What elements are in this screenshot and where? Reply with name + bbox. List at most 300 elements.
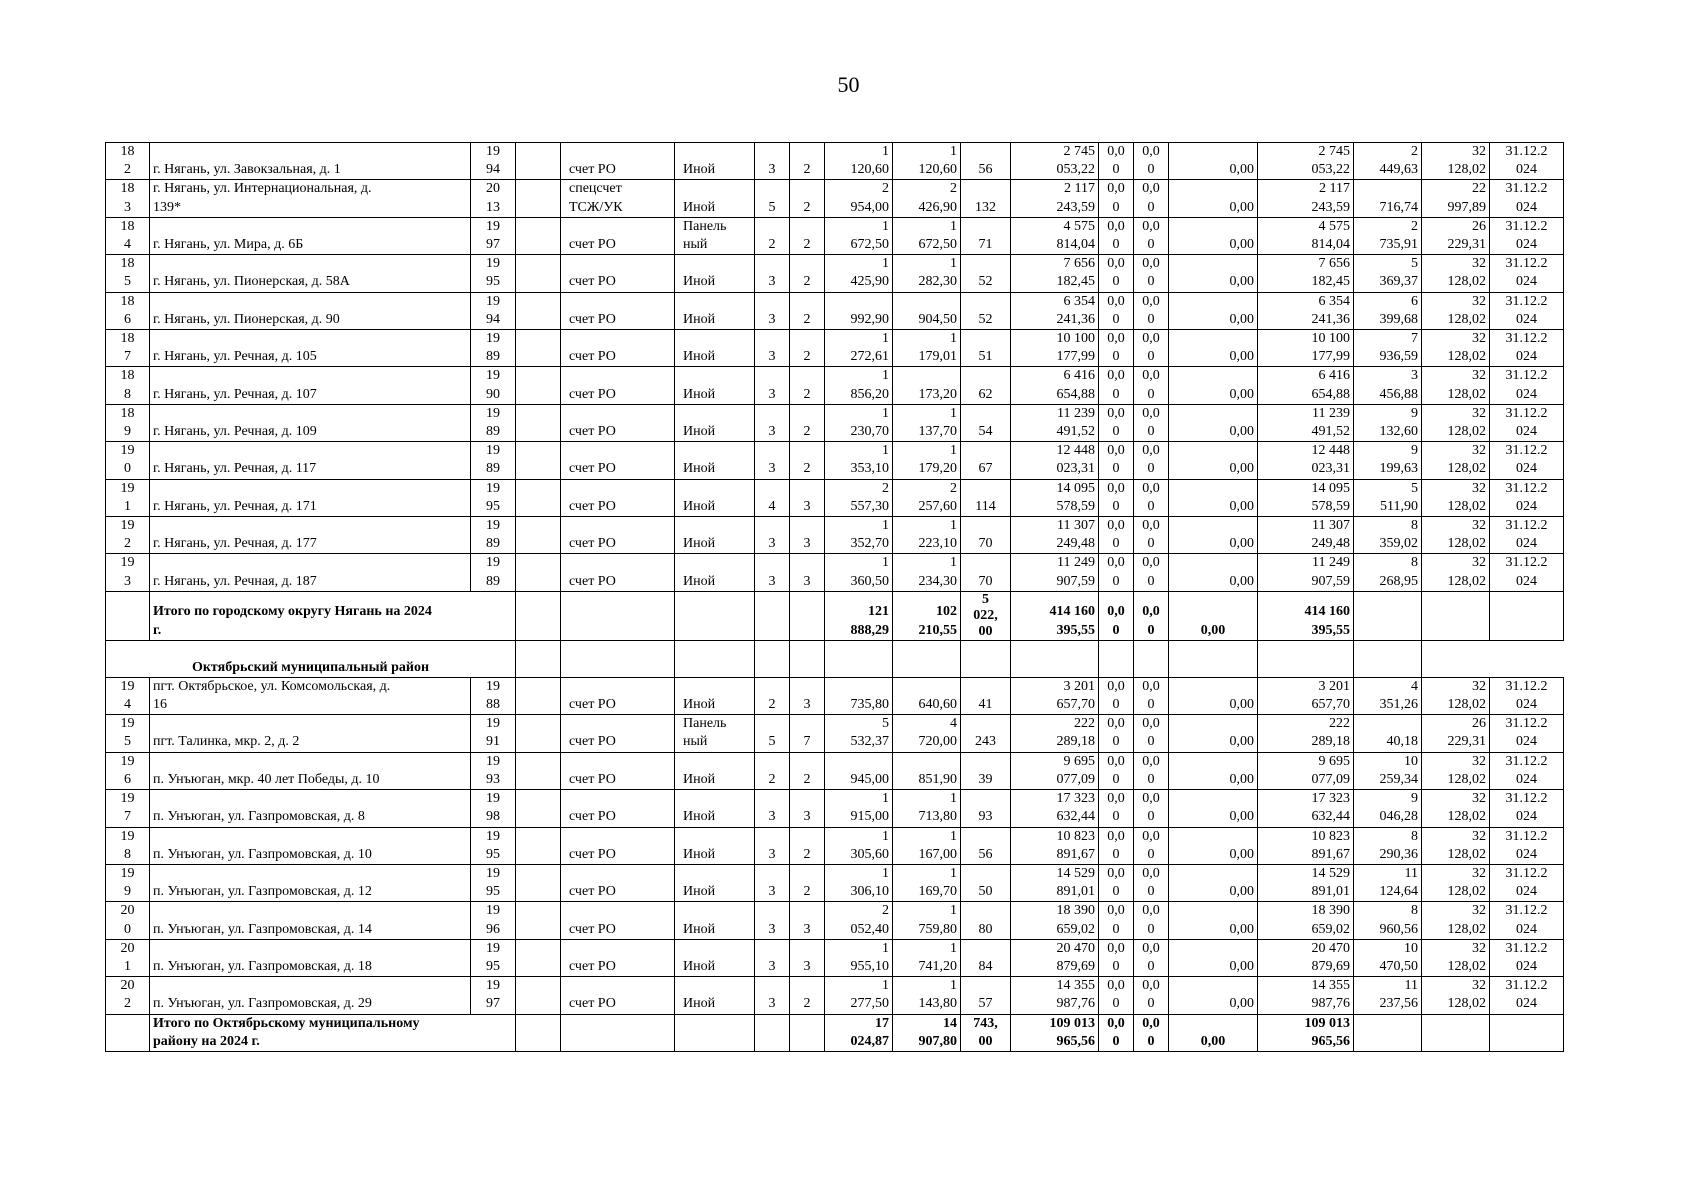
account-type-cell: счет РО [561, 442, 675, 479]
floors-cell: 3 [755, 864, 790, 901]
fund-federal-cell: 0,0 0 [1099, 442, 1134, 479]
residents-cell: 57 [961, 977, 1011, 1014]
deadline-cell: 31.12.2 024 [1490, 715, 1564, 752]
wall-material-cell: Иной [675, 902, 755, 939]
fund-federal-cell: 0,0 0 [1099, 752, 1134, 789]
row-number-cell: 18 4 [106, 217, 150, 254]
total-area-cell: 5 532,37 [825, 715, 893, 752]
fund-regional-cell: 0,0 0 [1134, 715, 1169, 752]
fund-local-cell: 0,00 [1169, 367, 1258, 404]
floors-cell: 3 [755, 255, 790, 292]
row-number-cell: 19 7 [106, 790, 150, 827]
blank-col-cell [516, 143, 561, 180]
blank-col-cell [516, 330, 561, 367]
blank-col-cell [516, 977, 561, 1014]
repair-cost-cell: 222 289,18 [1011, 715, 1099, 752]
fund-regional-cell: 0,0 0 [1134, 827, 1169, 864]
wall-material-cell: Иной [675, 143, 755, 180]
living-area-cell: 1 143,80 [893, 977, 961, 1014]
address-cell: г. Нягань, ул. Завокзальная, д. 1 [150, 143, 471, 180]
blank-col-cell [516, 517, 561, 554]
wall-material-cell: Иной [675, 517, 755, 554]
residents-cell: 93 [961, 790, 1011, 827]
total-area-cell: 1 672,50 [825, 217, 893, 254]
max-cost-per-sqm-cell: 32 128,02 [1422, 902, 1490, 939]
floors-cell: 5 [755, 180, 790, 217]
account-type-cell: счет РО [561, 292, 675, 329]
fund-local-cell: 0,00 [1169, 977, 1258, 1014]
fund-local-cell: 0,00 [1169, 143, 1258, 180]
cost-per-sqm-cell: 2 735,91 [1354, 217, 1422, 254]
fund-regional-cell: 0,0 0 [1134, 790, 1169, 827]
total-living-area: 102 210,55 [893, 591, 961, 640]
address-cell: г. Нягань, ул. Речная, д. 171 [150, 479, 471, 516]
cost-per-sqm-cell: 10 259,34 [1354, 752, 1422, 789]
residents-cell: 56 [961, 827, 1011, 864]
address-cell: п. Унъюган, ул. Газпромовская, д. 10 [150, 827, 471, 864]
owners-fund-cell: 2 745 053,22 [1258, 143, 1354, 180]
deadline-cell: 31.12.2 024 [1490, 752, 1564, 789]
residents-cell: 62 [961, 367, 1011, 404]
account-type-cell: счет РО [561, 715, 675, 752]
account-type-cell: счет РО [561, 677, 675, 714]
entrances-cell: 3 [790, 517, 825, 554]
wall-material-cell: Панель ный [675, 217, 755, 254]
floors-cell: 2 [755, 217, 790, 254]
fund-regional-cell: 0,0 0 [1134, 752, 1169, 789]
cost-per-sqm-cell: 5 369,37 [1354, 255, 1422, 292]
repair-cost-cell: 12 448 023,31 [1011, 442, 1099, 479]
table-row [106, 977, 1564, 1014]
fund-local-cell: 0,00 [1169, 790, 1258, 827]
repair-cost-cell: 14 355 987,76 [1011, 977, 1099, 1014]
build-year-cell: 19 89 [471, 404, 516, 441]
deadline-cell: 31.12.2 024 [1490, 827, 1564, 864]
max-cost-per-sqm-cell: 32 128,02 [1422, 554, 1490, 591]
fund-regional-cell: 0,0 0 [1134, 939, 1169, 976]
total-area-cell: 1 306,10 [825, 864, 893, 901]
cost-per-sqm-cell: 9 046,28 [1354, 790, 1422, 827]
account-type-cell: счет РО [561, 255, 675, 292]
deadline-cell: 31.12.2 024 [1490, 180, 1564, 217]
entrances-cell: 2 [790, 977, 825, 1014]
owners-fund-cell: 2 117 243,59 [1258, 180, 1354, 217]
total-fund-1: 0,0 0 [1099, 1014, 1134, 1051]
oktyabrsky-total-section [106, 1014, 1564, 1051]
max-cost-per-sqm-cell: 32 128,02 [1422, 864, 1490, 901]
fund-federal-cell: 0,0 0 [1099, 902, 1134, 939]
fund-regional-cell: 0,0 0 [1134, 517, 1169, 554]
blank-col-cell [516, 864, 561, 901]
row-number-cell: 20 2 [106, 977, 150, 1014]
build-year-cell: 19 95 [471, 827, 516, 864]
repair-cost-cell: 9 695 077,09 [1011, 752, 1099, 789]
total-area: 17 024,87 [825, 1014, 893, 1051]
table-row [106, 864, 1564, 901]
row-number-cell: 19 4 [106, 677, 150, 714]
fund-federal-cell: 0,0 0 [1099, 367, 1134, 404]
build-year-cell: 19 93 [471, 752, 516, 789]
fund-regional-cell: 0,0 0 [1134, 367, 1169, 404]
floors-cell: 2 [755, 677, 790, 714]
floors-cell: 3 [755, 977, 790, 1014]
floors-cell: 3 [755, 367, 790, 404]
build-year-cell: 19 94 [471, 143, 516, 180]
living-area-cell: 1 169,70 [893, 864, 961, 901]
max-cost-per-sqm-cell: 32 128,02 [1422, 827, 1490, 864]
cost-per-sqm-cell: 11 124,64 [1354, 864, 1422, 901]
residents-cell: 52 [961, 292, 1011, 329]
total-area-cell: 945,00 [825, 752, 893, 789]
living-area-cell: 4 720,00 [893, 715, 961, 752]
repair-cost-cell: 10 823 891,67 [1011, 827, 1099, 864]
account-type-cell: счет РО [561, 143, 675, 180]
build-year-cell: 19 96 [471, 902, 516, 939]
fund-local-cell: 0,00 [1169, 902, 1258, 939]
max-cost-per-sqm-cell: 32 128,02 [1422, 367, 1490, 404]
blank-col-cell [516, 939, 561, 976]
table-row [106, 442, 1564, 479]
row-number-cell: 18 6 [106, 292, 150, 329]
build-year-cell: 19 89 [471, 442, 516, 479]
entrances-cell: 2 [790, 255, 825, 292]
wall-material-cell: Иной [675, 479, 755, 516]
address-cell: п. Унъюган, мкр. 40 лет Победы, д. 10 [150, 752, 471, 789]
total-area-cell: 2 052,40 [825, 902, 893, 939]
fund-local-cell: 0,00 [1169, 715, 1258, 752]
build-year-cell: 19 94 [471, 292, 516, 329]
table-row [106, 939, 1564, 976]
total-label: Итого по городскому округу Нягань на 2024 г. [150, 591, 516, 640]
owners-fund-cell: 6 416 654,88 [1258, 367, 1354, 404]
deadline-cell: 31.12.2 024 [1490, 255, 1564, 292]
owners-fund-cell: 20 470 879,69 [1258, 939, 1354, 976]
account-type-cell: спецсчет ТСЖ/УК [561, 180, 675, 217]
max-cost-per-sqm-cell: 26 229,31 [1422, 715, 1490, 752]
fund-regional-cell: 0,0 0 [1134, 217, 1169, 254]
repair-cost-cell: 17 323 632,44 [1011, 790, 1099, 827]
fund-local-cell: 0,00 [1169, 292, 1258, 329]
table-row [106, 554, 1564, 591]
fund-federal-cell: 0,0 0 [1099, 217, 1134, 254]
total-area-cell: 1 305,60 [825, 827, 893, 864]
floors-cell: 3 [755, 790, 790, 827]
owners-fund-cell: 11 307 249,48 [1258, 517, 1354, 554]
address-cell: п. Унъюган, ул. Газпромовская, д. 14 [150, 902, 471, 939]
row-number-cell: 18 9 [106, 404, 150, 441]
deadline-cell: 31.12.2 024 [1490, 902, 1564, 939]
entrances-cell: 2 [790, 217, 825, 254]
cost-per-sqm-cell: 9 132,60 [1354, 404, 1422, 441]
row-number-cell: 19 2 [106, 517, 150, 554]
owners-fund-cell: 14 355 987,76 [1258, 977, 1354, 1014]
total-cost: 414 160 395,55 [1011, 591, 1099, 640]
wall-material-cell: Иной [675, 255, 755, 292]
fund-regional-cell: 0,0 0 [1134, 330, 1169, 367]
housing-register-table [105, 142, 1564, 1052]
build-year-cell: 19 95 [471, 864, 516, 901]
owners-fund-cell: 9 695 077,09 [1258, 752, 1354, 789]
deadline-cell: 31.12.2 024 [1490, 790, 1564, 827]
table-row [106, 715, 1564, 752]
floors-cell: 2 [755, 752, 790, 789]
total-residents: 743, 00 [961, 1014, 1011, 1051]
living-area-cell: 173,20 [893, 367, 961, 404]
cost-per-sqm-cell: 8 359,02 [1354, 517, 1422, 554]
fund-local-cell: 0,00 [1169, 180, 1258, 217]
max-cost-per-sqm-cell: 32 128,02 [1422, 752, 1490, 789]
deadline-cell: 31.12.2 024 [1490, 554, 1564, 591]
blank-col-cell [516, 902, 561, 939]
build-year-cell: 19 95 [471, 479, 516, 516]
repair-cost-cell: 18 390 659,02 [1011, 902, 1099, 939]
total-area-cell: 1 272,61 [825, 330, 893, 367]
fund-regional-cell: 0,0 0 [1134, 864, 1169, 901]
residents-cell: 80 [961, 902, 1011, 939]
build-year-cell: 19 88 [471, 677, 516, 714]
fund-federal-cell: 0,0 0 [1099, 677, 1134, 714]
deadline-cell: 31.12.2 024 [1490, 292, 1564, 329]
account-type-cell: счет РО [561, 902, 675, 939]
residents-cell: 52 [961, 255, 1011, 292]
entrances-cell: 3 [790, 939, 825, 976]
address-cell: г. Нягань, ул. Пионерская, д. 58А [150, 255, 471, 292]
build-year-cell: 19 97 [471, 977, 516, 1014]
residents-cell: 70 [961, 554, 1011, 591]
total-row-oktyabrsky [106, 1014, 1564, 1051]
total-area-cell: 1 353,10 [825, 442, 893, 479]
table-row [106, 143, 1564, 180]
fund-federal-cell: 0,0 0 [1099, 517, 1134, 554]
floors-cell: 3 [755, 827, 790, 864]
repair-cost-cell: 14 529 891,01 [1011, 864, 1099, 901]
fund-federal-cell: 0,0 0 [1099, 255, 1134, 292]
address-cell: г. Нягань, ул. Речная, д. 107 [150, 367, 471, 404]
total-area-cell: 1 360,50 [825, 554, 893, 591]
build-year-cell: 19 90 [471, 367, 516, 404]
address-cell: п. Унъюган, ул. Газпромовская, д. 12 [150, 864, 471, 901]
max-cost-per-sqm-cell: 32 128,02 [1422, 790, 1490, 827]
entrances-cell: 2 [790, 404, 825, 441]
fund-local-cell: 0,00 [1169, 677, 1258, 714]
wall-material-cell: Иной [675, 442, 755, 479]
address-cell: п. Унъюган, ул. Газпромовская, д. 18 [150, 939, 471, 976]
address-cell: г. Нягань, ул. Речная, д. 105 [150, 330, 471, 367]
repair-cost-cell: 20 470 879,69 [1011, 939, 1099, 976]
owners-fund-cell: 10 100 177,99 [1258, 330, 1354, 367]
repair-cost-cell: 2 745 053,22 [1011, 143, 1099, 180]
cost-per-sqm-cell: 6 399,68 [1354, 292, 1422, 329]
residents-cell: 39 [961, 752, 1011, 789]
max-cost-per-sqm-cell: 26 229,31 [1422, 217, 1490, 254]
living-area-cell: 1 741,20 [893, 939, 961, 976]
max-cost-per-sqm-cell: 32 128,02 [1422, 292, 1490, 329]
account-type-cell: счет РО [561, 790, 675, 827]
total-regional-fund: 414 160 395,55 [1258, 591, 1354, 640]
fund-federal-cell: 0,0 0 [1099, 404, 1134, 441]
max-cost-per-sqm-cell: 32 128,02 [1422, 255, 1490, 292]
max-cost-per-sqm-cell: 32 128,02 [1422, 479, 1490, 516]
owners-fund-cell: 12 448 023,31 [1258, 442, 1354, 479]
owners-fund-cell: 7 656 182,45 [1258, 255, 1354, 292]
residents-cell: 41 [961, 677, 1011, 714]
account-type-cell: счет РО [561, 479, 675, 516]
max-cost-per-sqm-cell: 32 128,02 [1422, 677, 1490, 714]
floors-cell: 4 [755, 479, 790, 516]
residents-cell: 56 [961, 143, 1011, 180]
build-year-cell: 19 89 [471, 554, 516, 591]
entrances-cell: 2 [790, 442, 825, 479]
max-cost-per-sqm-cell: 32 128,02 [1422, 330, 1490, 367]
deadline-cell: 31.12.2 024 [1490, 677, 1564, 714]
deadline-cell: 31.12.2 024 [1490, 442, 1564, 479]
living-area-cell: 1 672,50 [893, 217, 961, 254]
total-fund-1: 0,0 0 [1099, 591, 1134, 640]
owners-fund-cell: 6 354 241,36 [1258, 292, 1354, 329]
table-row [106, 752, 1564, 789]
total-fund-3: 0,00 [1169, 591, 1258, 640]
entrances-cell: 7 [790, 715, 825, 752]
fund-regional-cell: 0,0 0 [1134, 677, 1169, 714]
living-area-cell: 1 179,01 [893, 330, 961, 367]
row-number-cell: 18 3 [106, 180, 150, 217]
blank-col-cell [516, 752, 561, 789]
fund-regional-cell: 0,0 0 [1134, 180, 1169, 217]
wall-material-cell: Панель ный [675, 715, 755, 752]
repair-cost-cell: 2 117 243,59 [1011, 180, 1099, 217]
wall-material-cell: Иной [675, 790, 755, 827]
deadline-cell: 31.12.2 024 [1490, 217, 1564, 254]
table-row [106, 292, 1564, 329]
blank-col-cell [516, 715, 561, 752]
row-number-cell: 18 8 [106, 367, 150, 404]
table-row [106, 404, 1564, 441]
section-row-oktyabrsky [106, 640, 1564, 677]
fund-regional-cell: 0,0 0 [1134, 442, 1169, 479]
deadline-cell: 31.12.2 024 [1490, 517, 1564, 554]
owners-fund-cell: 11 239 491,52 [1258, 404, 1354, 441]
build-year-cell: 19 95 [471, 939, 516, 976]
blank-col-cell [516, 292, 561, 329]
wall-material-cell: Иной [675, 977, 755, 1014]
owners-fund-cell: 17 323 632,44 [1258, 790, 1354, 827]
floors-cell: 3 [755, 517, 790, 554]
entrances-cell: 3 [790, 554, 825, 591]
blank-col-cell [516, 367, 561, 404]
address-cell: пгт. Октябрьское, ул. Комсомольская, д. 16 [150, 677, 471, 714]
page-number: 50 [837, 72, 860, 97]
residents-cell: 114 [961, 479, 1011, 516]
nyagan-rows [106, 143, 1564, 592]
blank-col-cell [516, 827, 561, 864]
entrances-cell: 2 [790, 143, 825, 180]
blank-col-cell [516, 790, 561, 827]
total-fund-3: 0,00 [1169, 1014, 1258, 1051]
address-cell: п. Унъюган, ул. Газпромовская, д. 8 [150, 790, 471, 827]
total-area-cell: 1 120,60 [825, 143, 893, 180]
fund-regional-cell: 0,0 0 [1134, 902, 1169, 939]
row-number-cell: 19 5 [106, 715, 150, 752]
living-area-cell: 1 759,80 [893, 902, 961, 939]
table-row [106, 827, 1564, 864]
owners-fund-cell: 4 575 814,04 [1258, 217, 1354, 254]
residents-cell: 70 [961, 517, 1011, 554]
wall-material-cell: Иной [675, 939, 755, 976]
floors-cell: 5 [755, 715, 790, 752]
wall-material-cell: Иной [675, 404, 755, 441]
build-year-cell: 19 97 [471, 217, 516, 254]
repair-cost-cell: 7 656 182,45 [1011, 255, 1099, 292]
entrances-cell: 3 [790, 902, 825, 939]
fund-federal-cell: 0,0 0 [1099, 790, 1134, 827]
account-type-cell: счет РО [561, 939, 675, 976]
living-area-cell: 1 282,30 [893, 255, 961, 292]
repair-cost-cell: 10 100 177,99 [1011, 330, 1099, 367]
floors-cell: 3 [755, 292, 790, 329]
row-number-cell: 18 5 [106, 255, 150, 292]
floors-cell: 3 [755, 554, 790, 591]
entrances-cell: 2 [790, 330, 825, 367]
fund-local-cell: 0,00 [1169, 217, 1258, 254]
wall-material-cell: Иной [675, 330, 755, 367]
fund-local-cell: 0,00 [1169, 442, 1258, 479]
wall-material-cell: Иной [675, 554, 755, 591]
total-residents: 5 022, 00 [961, 591, 1011, 640]
living-area-cell: 851,90 [893, 752, 961, 789]
cost-per-sqm-cell: 8 290,36 [1354, 827, 1422, 864]
fund-federal-cell: 0,0 0 [1099, 977, 1134, 1014]
living-area-cell: 1 137,70 [893, 404, 961, 441]
account-type-cell: счет РО [561, 554, 675, 591]
deadline-cell: 31.12.2 024 [1490, 977, 1564, 1014]
account-type-cell: счет РО [561, 827, 675, 864]
repair-cost-cell: 4 575 814,04 [1011, 217, 1099, 254]
floors-cell: 3 [755, 939, 790, 976]
living-area-cell: 1 120,60 [893, 143, 961, 180]
build-year-cell: 19 89 [471, 330, 516, 367]
floors-cell: 3 [755, 902, 790, 939]
total-area-cell: 1 352,70 [825, 517, 893, 554]
max-cost-per-sqm-cell: 32 128,02 [1422, 404, 1490, 441]
wall-material-cell: Иной [675, 180, 755, 217]
total-area-cell: 1 915,00 [825, 790, 893, 827]
address-cell: г. Нягань, ул. Мира, д. 6Б [150, 217, 471, 254]
residents-cell: 54 [961, 404, 1011, 441]
address-cell: г. Нягань, ул. Речная, д. 177 [150, 517, 471, 554]
row-number-cell: 19 0 [106, 442, 150, 479]
table-row [106, 790, 1564, 827]
fund-regional-cell: 0,0 0 [1134, 143, 1169, 180]
address-cell: г. Нягань, ул. Пионерская, д. 90 [150, 292, 471, 329]
deadline-cell: 31.12.2 024 [1490, 479, 1564, 516]
wall-material-cell: Иной [675, 292, 755, 329]
table-row [106, 517, 1564, 554]
repair-cost-cell: 6 354 241,36 [1011, 292, 1099, 329]
address-cell: пгт. Талинка, мкр. 2, д. 2 [150, 715, 471, 752]
owners-fund-cell: 10 823 891,67 [1258, 827, 1354, 864]
living-area-cell: 2 426,90 [893, 180, 961, 217]
build-year-cell: 19 91 [471, 715, 516, 752]
table-row [106, 180, 1564, 217]
living-area-cell: 1 179,20 [893, 442, 961, 479]
fund-regional-cell: 0,0 0 [1134, 479, 1169, 516]
fund-federal-cell: 0,0 0 [1099, 827, 1134, 864]
fund-federal-cell: 0,0 0 [1099, 864, 1134, 901]
max-cost-per-sqm-cell: 32 128,02 [1422, 442, 1490, 479]
fund-regional-cell: 0,0 0 [1134, 554, 1169, 591]
build-year-cell: 20 13 [471, 180, 516, 217]
total-area-cell: 1 230,70 [825, 404, 893, 441]
